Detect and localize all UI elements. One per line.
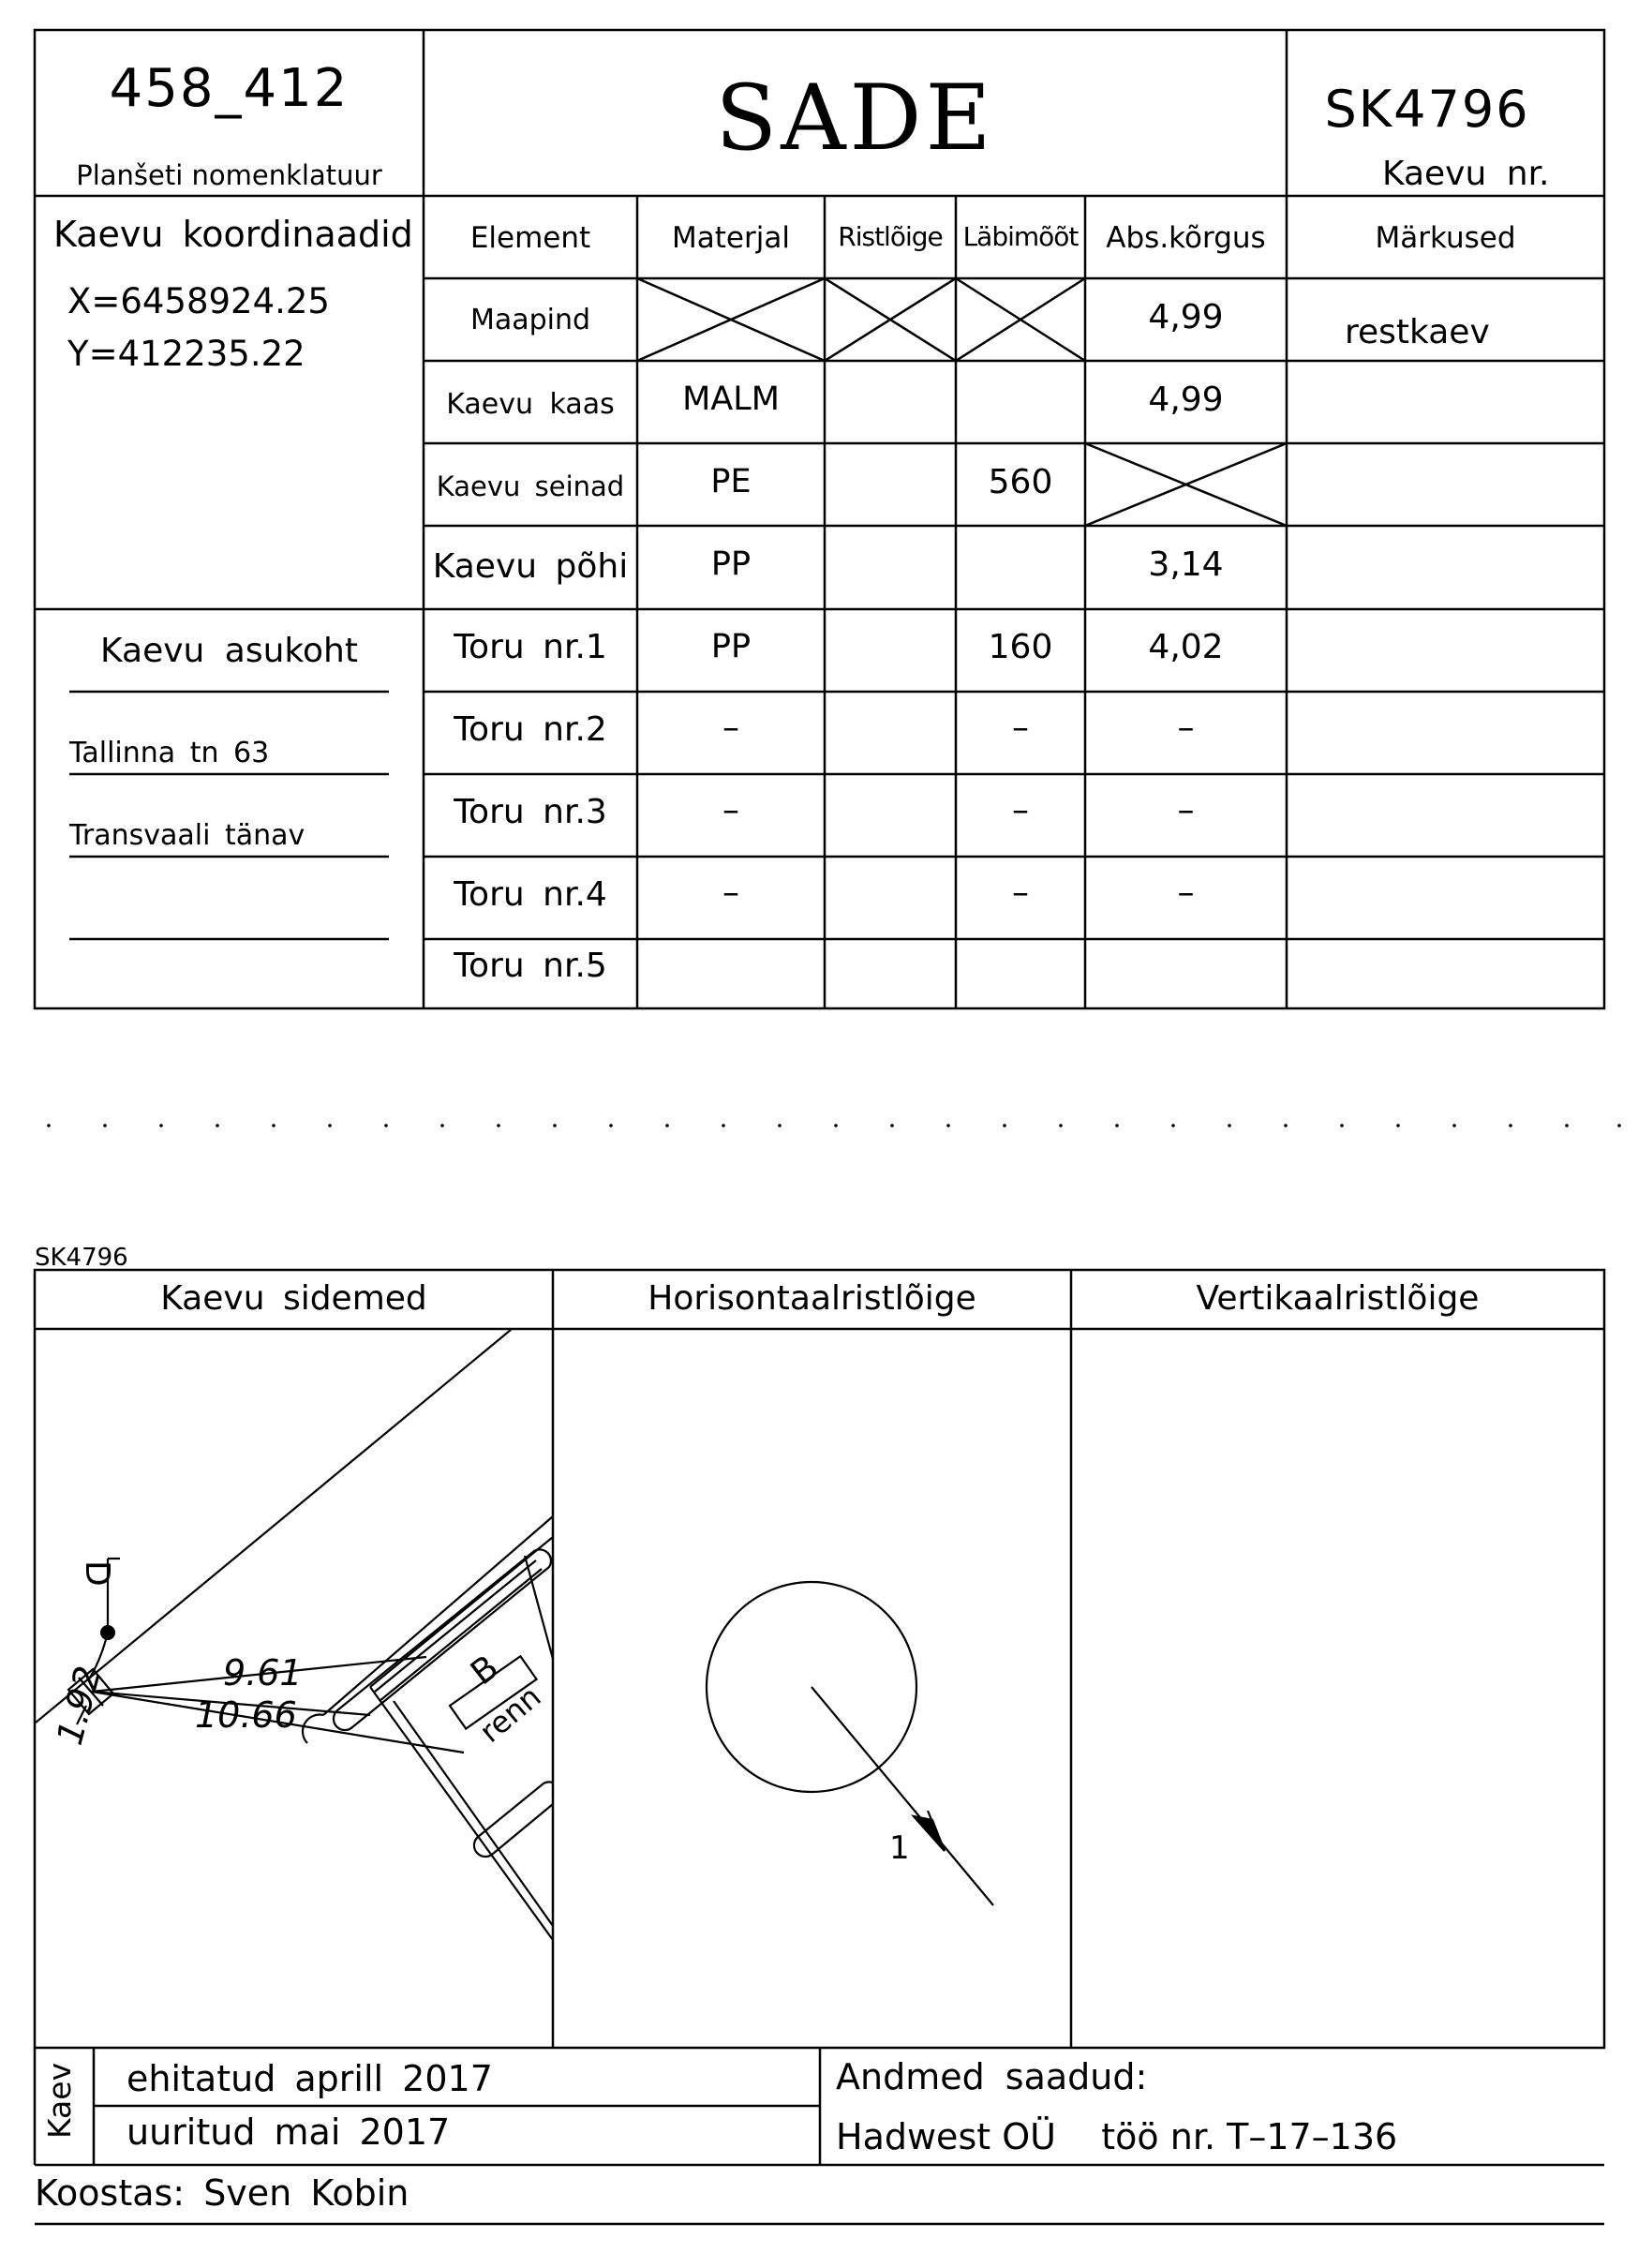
col-header-materjal: Materjal: [672, 221, 790, 255]
author: Koostas: Sven Kobin: [35, 2172, 410, 2214]
surveyed-date: uuritud mai 2017: [127, 2111, 451, 2153]
pipe-number-label: 1: [889, 1829, 910, 1867]
well-id-label: Kaevu nr.: [1382, 155, 1550, 193]
table-cell-labimoot: –: [1012, 791, 1029, 829]
col-header-markused: Märkused: [1375, 221, 1516, 255]
table-cell-materjal: –: [722, 791, 739, 829]
table-cell-materjal: MALM: [682, 380, 780, 418]
sheet-code: 458_412: [109, 58, 350, 119]
table-cell-labimoot: 560: [988, 463, 1053, 501]
panel-title-sidemed: Kaevu sidemed: [160, 1279, 427, 1318]
dim-label-10-66: 10.66: [195, 1694, 297, 1736]
table-cell-labimoot: –: [1012, 709, 1029, 747]
table-cell-element: Toru nr.2: [454, 710, 607, 749]
table-cell-element: Kaevu seinad: [436, 470, 625, 502]
dim-label-9-61: 9.61: [223, 1652, 303, 1694]
table-cell-labimoot: –: [1012, 873, 1029, 912]
table-cell-abs: 4,99: [1148, 380, 1224, 419]
table-cell-materjal: PP: [710, 628, 752, 665]
table-cell-abs: 4,99: [1148, 298, 1224, 336]
table-cell-markused: restkaev: [1345, 313, 1490, 351]
table-cell-element: Toru nr.3: [454, 793, 607, 831]
table-cell-abs: –: [1177, 873, 1195, 912]
data-source: Hadwest OÜ töö nr. T–17–136: [836, 2116, 1398, 2157]
table-cell-materjal: –: [722, 873, 739, 912]
col-header-element: Element: [469, 221, 591, 255]
col-header-labimoot: Läbimõõt: [962, 221, 1079, 252]
table-cell-labimoot: 160: [988, 628, 1053, 666]
sheet-code-label: Planšeti nomenklatuur: [76, 159, 382, 191]
table-cell-abs: 4,02: [1148, 628, 1224, 666]
table-cell-element: Maapind: [469, 304, 591, 336]
drawing-well-id: SK4796: [35, 1244, 128, 1272]
table-cell-abs: –: [1177, 791, 1195, 829]
table-cell-element: Toru nr.5: [454, 947, 607, 985]
data-source-label: Andmed saadud:: [836, 2056, 1148, 2097]
well-id: SK4796: [1324, 80, 1530, 139]
table-cell-abs: –: [1177, 709, 1195, 747]
table-cell-element: Kaevu kaas: [446, 388, 615, 421]
table-cell-materjal: –: [722, 709, 739, 747]
location-heading: Kaevu asukoht: [100, 632, 358, 670]
renn-label: renn: [472, 1679, 548, 1750]
location-line-1: Tallinna tn 63: [69, 737, 270, 769]
table-cell-element: Toru nr.1: [454, 628, 607, 666]
table-cell-materjal: PP: [710, 545, 752, 583]
type-title: SADE: [715, 66, 995, 171]
dim-label-1-92: 1.92: [49, 1662, 110, 1750]
table-cell-materjal: PE: [710, 463, 752, 500]
col-header-ristloige: Ristlõige: [838, 221, 943, 252]
marker-b: B: [463, 1648, 506, 1694]
col-header-abs: Abs.kõrgus: [1106, 221, 1266, 255]
panel-title-vertical: Vertikaalristlõige: [1196, 1279, 1480, 1318]
table-cell-element: Toru nr.4: [454, 875, 607, 914]
location-line-2: Transvaali tänav: [69, 819, 305, 852]
panel-title-horizontal: Horisontaalristlõige: [648, 1279, 976, 1318]
footer-side-label: Kaev: [41, 2062, 78, 2139]
coordinates-heading: Kaevu koordinaadid: [53, 214, 413, 255]
coordinate-x: X=6458924.25: [67, 281, 330, 321]
built-date: ehitatud aprill 2017: [127, 2058, 493, 2099]
pole-label: D: [78, 1560, 116, 1587]
table-cell-abs: 3,14: [1148, 545, 1224, 584]
coordinate-y: Y=412235.22: [67, 334, 305, 374]
table-cell-element: Kaevu põhi: [432, 547, 629, 586]
